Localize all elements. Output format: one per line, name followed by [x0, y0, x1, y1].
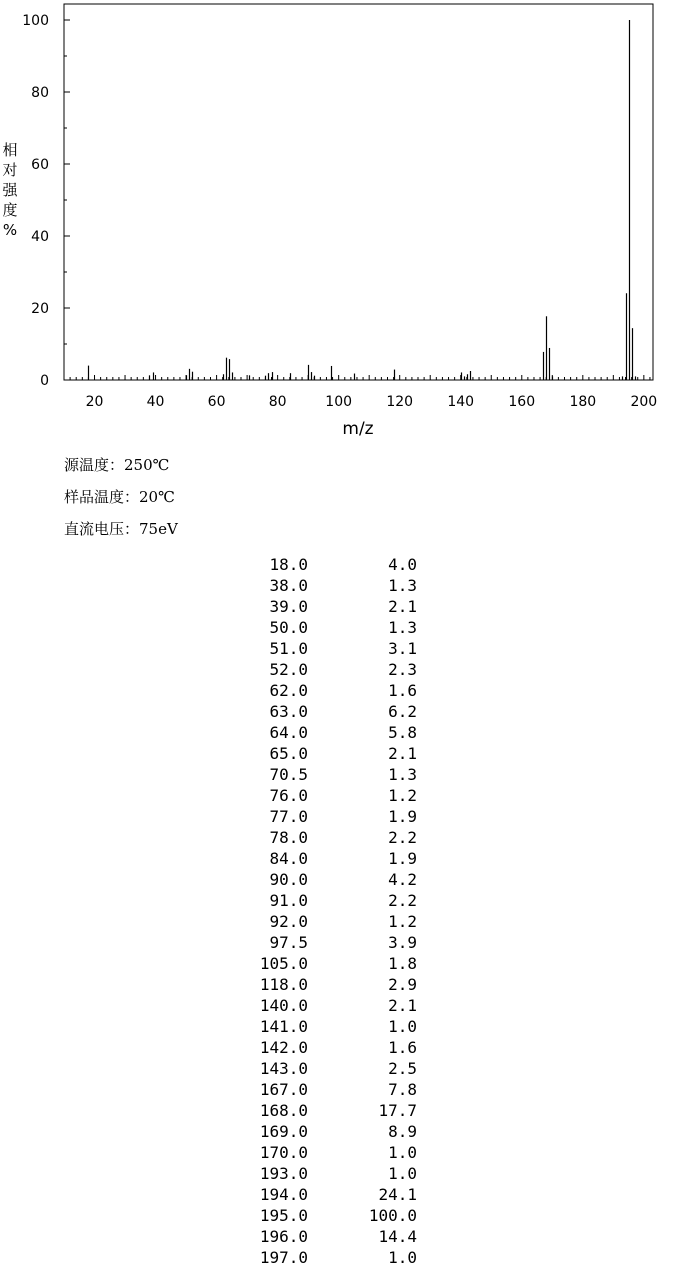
table-row: [220, 1017, 420, 1038]
x-tick-label: 60: [207, 394, 226, 410]
mz-value: 118.0: [259, 975, 308, 994]
table-row: [220, 870, 420, 891]
x-axis-label: m/z: [342, 419, 374, 439]
mz-value: 194.0: [259, 1185, 308, 1204]
table-row: [220, 891, 420, 912]
table-row: [220, 807, 420, 828]
intensity-value: 2.3: [388, 660, 417, 679]
intensity-value: 1.9: [388, 849, 417, 868]
source-temperature: 源温度：250℃: [64, 456, 170, 474]
intensity-value: 1.0: [388, 1248, 417, 1267]
x-tick-label: 100: [325, 394, 353, 410]
table-row: [220, 681, 420, 702]
intensity-value: 3.9: [388, 933, 417, 952]
mz-value: 90.0: [269, 870, 308, 889]
table-row: [220, 828, 420, 849]
x-tick-label: 80: [268, 394, 287, 410]
table-row: [220, 744, 420, 765]
table-row: [220, 1143, 420, 1164]
table-row: [220, 996, 420, 1017]
intensity-value: 6.2: [388, 702, 417, 721]
mz-value: 140.0: [259, 996, 308, 1015]
intensity-value: 1.3: [388, 765, 417, 784]
table-row: [220, 954, 420, 975]
intensity-value: 4.2: [388, 870, 417, 889]
table-row: [220, 618, 420, 639]
dc-voltage: 直流电压：75eV: [64, 520, 178, 538]
mz-value: 91.0: [269, 891, 308, 910]
table-row: [220, 702, 420, 723]
mz-value: 63.0: [269, 702, 308, 721]
mz-value: 193.0: [259, 1164, 308, 1183]
mass-spectrum-chart: [0, 0, 680, 450]
mz-value: 142.0: [259, 1038, 308, 1057]
table-row: [220, 597, 420, 618]
mz-value: 52.0: [269, 660, 308, 679]
mz-value: 77.0: [269, 807, 308, 826]
mz-value: 105.0: [259, 954, 308, 973]
y-axis-label: 相对强度%: [2, 141, 18, 239]
intensity-value: 2.1: [388, 597, 417, 616]
table-row: [220, 723, 420, 744]
mz-value: 196.0: [259, 1227, 308, 1246]
y-tick-label: 80: [31, 85, 49, 101]
y-tick-label: 60: [31, 157, 49, 173]
mz-value: 84.0: [269, 849, 308, 868]
mz-value: 141.0: [259, 1017, 308, 1036]
table-row: [220, 933, 420, 954]
intensity-value: 4.0: [388, 555, 417, 574]
intensity-value: 1.9: [388, 807, 417, 826]
table-row: [220, 1101, 420, 1122]
mz-value: 39.0: [269, 597, 308, 616]
mz-value: 64.0: [269, 723, 308, 742]
table-row: [220, 786, 420, 807]
intensity-value: 2.5: [388, 1059, 417, 1078]
table-row: [220, 975, 420, 996]
table-row: [220, 1038, 420, 1059]
intensity-value: 17.7: [378, 1101, 417, 1120]
y-tick-label: 100: [22, 13, 49, 29]
table-row: [220, 555, 420, 576]
mz-value: 70.5: [269, 765, 308, 784]
mz-value: 76.0: [269, 786, 308, 805]
intensity-value: 1.3: [388, 618, 417, 637]
intensity-value: 2.1: [388, 744, 417, 763]
y-tick-label: 0: [40, 373, 49, 389]
mz-value: 62.0: [269, 681, 308, 700]
x-tick-label: 40: [146, 394, 165, 410]
table-row: [220, 765, 420, 786]
intensity-value: 1.2: [388, 912, 417, 931]
intensity-value: 2.2: [388, 891, 417, 910]
table-row: [220, 1164, 420, 1185]
mz-value: 169.0: [259, 1122, 308, 1141]
table-row: [220, 660, 420, 681]
mz-value: 51.0: [269, 639, 308, 658]
intensity-value: 1.6: [388, 1038, 417, 1057]
mz-value: 197.0: [259, 1248, 308, 1267]
mz-value: 38.0: [269, 576, 308, 595]
mz-value: 195.0: [259, 1206, 308, 1225]
table-row: [220, 1122, 420, 1143]
mz-value: 78.0: [269, 828, 308, 847]
intensity-value: 1.2: [388, 786, 417, 805]
intensity-value: 8.9: [388, 1122, 417, 1141]
table-row: [220, 1248, 420, 1269]
intensity-value: 5.8: [388, 723, 417, 742]
intensity-value: 1.0: [388, 1164, 417, 1183]
y-tick-label: 20: [31, 301, 49, 317]
mz-value: 97.5: [269, 933, 308, 952]
mz-value: 65.0: [269, 744, 308, 763]
x-tick-label: 140: [447, 394, 475, 410]
mz-value: 170.0: [259, 1143, 308, 1162]
plot-frame: [64, 4, 653, 380]
mz-value: 18.0: [269, 555, 308, 574]
mz-value: 168.0: [259, 1101, 308, 1120]
table-row: [220, 849, 420, 870]
mz-value: 92.0: [269, 912, 308, 931]
intensity-value: 1.0: [388, 1143, 417, 1162]
peak-bars: [89, 20, 636, 380]
mz-value: 50.0: [269, 618, 308, 637]
sample-temperature: 样品温度：20℃: [64, 488, 175, 506]
intensity-value: 2.9: [388, 975, 417, 994]
y-tick-label: 40: [31, 229, 49, 245]
x-tick-label: 200: [630, 394, 658, 410]
x-tick-label: 20: [85, 394, 104, 410]
intensity-value: 1.8: [388, 954, 417, 973]
intensity-value: 2.1: [388, 996, 417, 1015]
table-row: [220, 1185, 420, 1206]
table-row: [220, 912, 420, 933]
mz-value: 167.0: [259, 1080, 308, 1099]
intensity-value: 1.6: [388, 681, 417, 700]
table-row: [220, 1227, 420, 1248]
table-row: [220, 576, 420, 597]
intensity-value: 1.3: [388, 576, 417, 595]
table-row: [220, 1059, 420, 1080]
x-tick-label: 160: [508, 394, 536, 410]
intensity-value: 3.1: [388, 639, 417, 658]
mz-value: 143.0: [259, 1059, 308, 1078]
intensity-value: 1.0: [388, 1017, 417, 1036]
table-row: [220, 1080, 420, 1101]
x-tick-label: 120: [386, 394, 414, 410]
y-axis-ticks: [22, 13, 70, 389]
table-row: [220, 639, 420, 660]
intensity-value: 24.1: [378, 1185, 417, 1204]
table-row: [220, 1206, 420, 1227]
intensity-value: 100.0: [368, 1206, 417, 1225]
x-tick-label: 180: [569, 394, 597, 410]
intensity-value: 2.2: [388, 828, 417, 847]
intensity-value: 7.8: [388, 1080, 417, 1099]
intensity-value: 14.4: [378, 1227, 417, 1246]
